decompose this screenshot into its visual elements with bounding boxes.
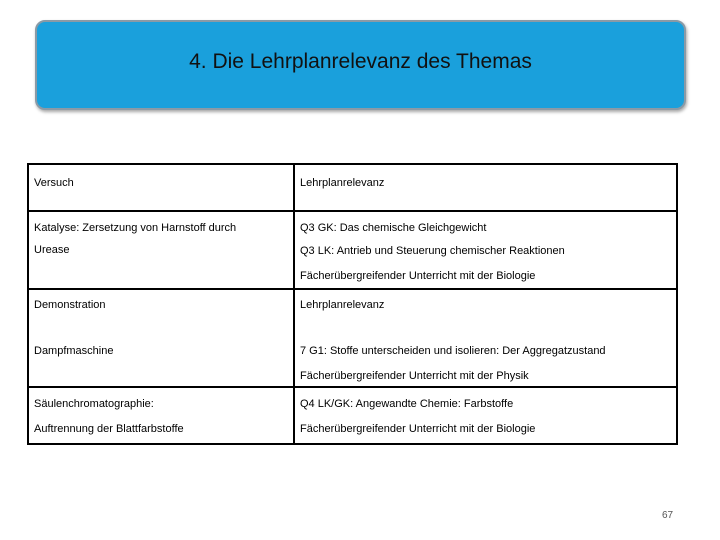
table-cell: Q3 LK: Antrieb und Steuerung chemischer Reaktionen	[300, 245, 565, 257]
header-lehrplanrelevanz-2: Lehrplanrelevanz	[300, 299, 385, 311]
table-cell: Fächerübergreifender Unterricht mit der Biologie	[300, 270, 536, 282]
table-cell: Auftrennung der Blattfarbstoffe	[34, 423, 184, 435]
title-banner	[35, 20, 686, 110]
table-cell: Katalyse: Zersetzung von Harnstoff durch	[34, 222, 237, 234]
page-number: 67	[662, 510, 674, 521]
table-cell: Urease	[34, 244, 70, 256]
table-cell: 7 G1: Stoffe unterscheiden und isolieren: Der Aggregatzustand	[300, 345, 606, 357]
row-divider	[29, 288, 676, 290]
header-lehrplanrelevanz: Lehrplanrelevanz	[300, 177, 385, 189]
column-divider	[293, 165, 295, 443]
table-cell: Säulenchromatographie:	[34, 398, 154, 410]
table-cell: Q3 GK: Das chemische Gleichgewicht	[300, 222, 487, 234]
slide-title: 4. Die Lehrplanrelevanz des Themas	[189, 50, 532, 73]
table-cell: Fächerübergreifender Unterricht mit der Biologie	[300, 423, 536, 435]
table-cell: Dampfmaschine	[34, 345, 114, 357]
header-demonstration: Demonstration	[34, 299, 106, 311]
row-divider	[29, 210, 676, 212]
relevance-table	[27, 163, 678, 445]
table-cell: Fächerübergreifender Unterricht mit der Physik	[300, 370, 529, 382]
row-divider	[29, 386, 676, 388]
header-versuch: Versuch	[34, 177, 74, 189]
table-cell: Q4 LK/GK: Angewandte Chemie: Farbstoffe	[300, 398, 514, 410]
